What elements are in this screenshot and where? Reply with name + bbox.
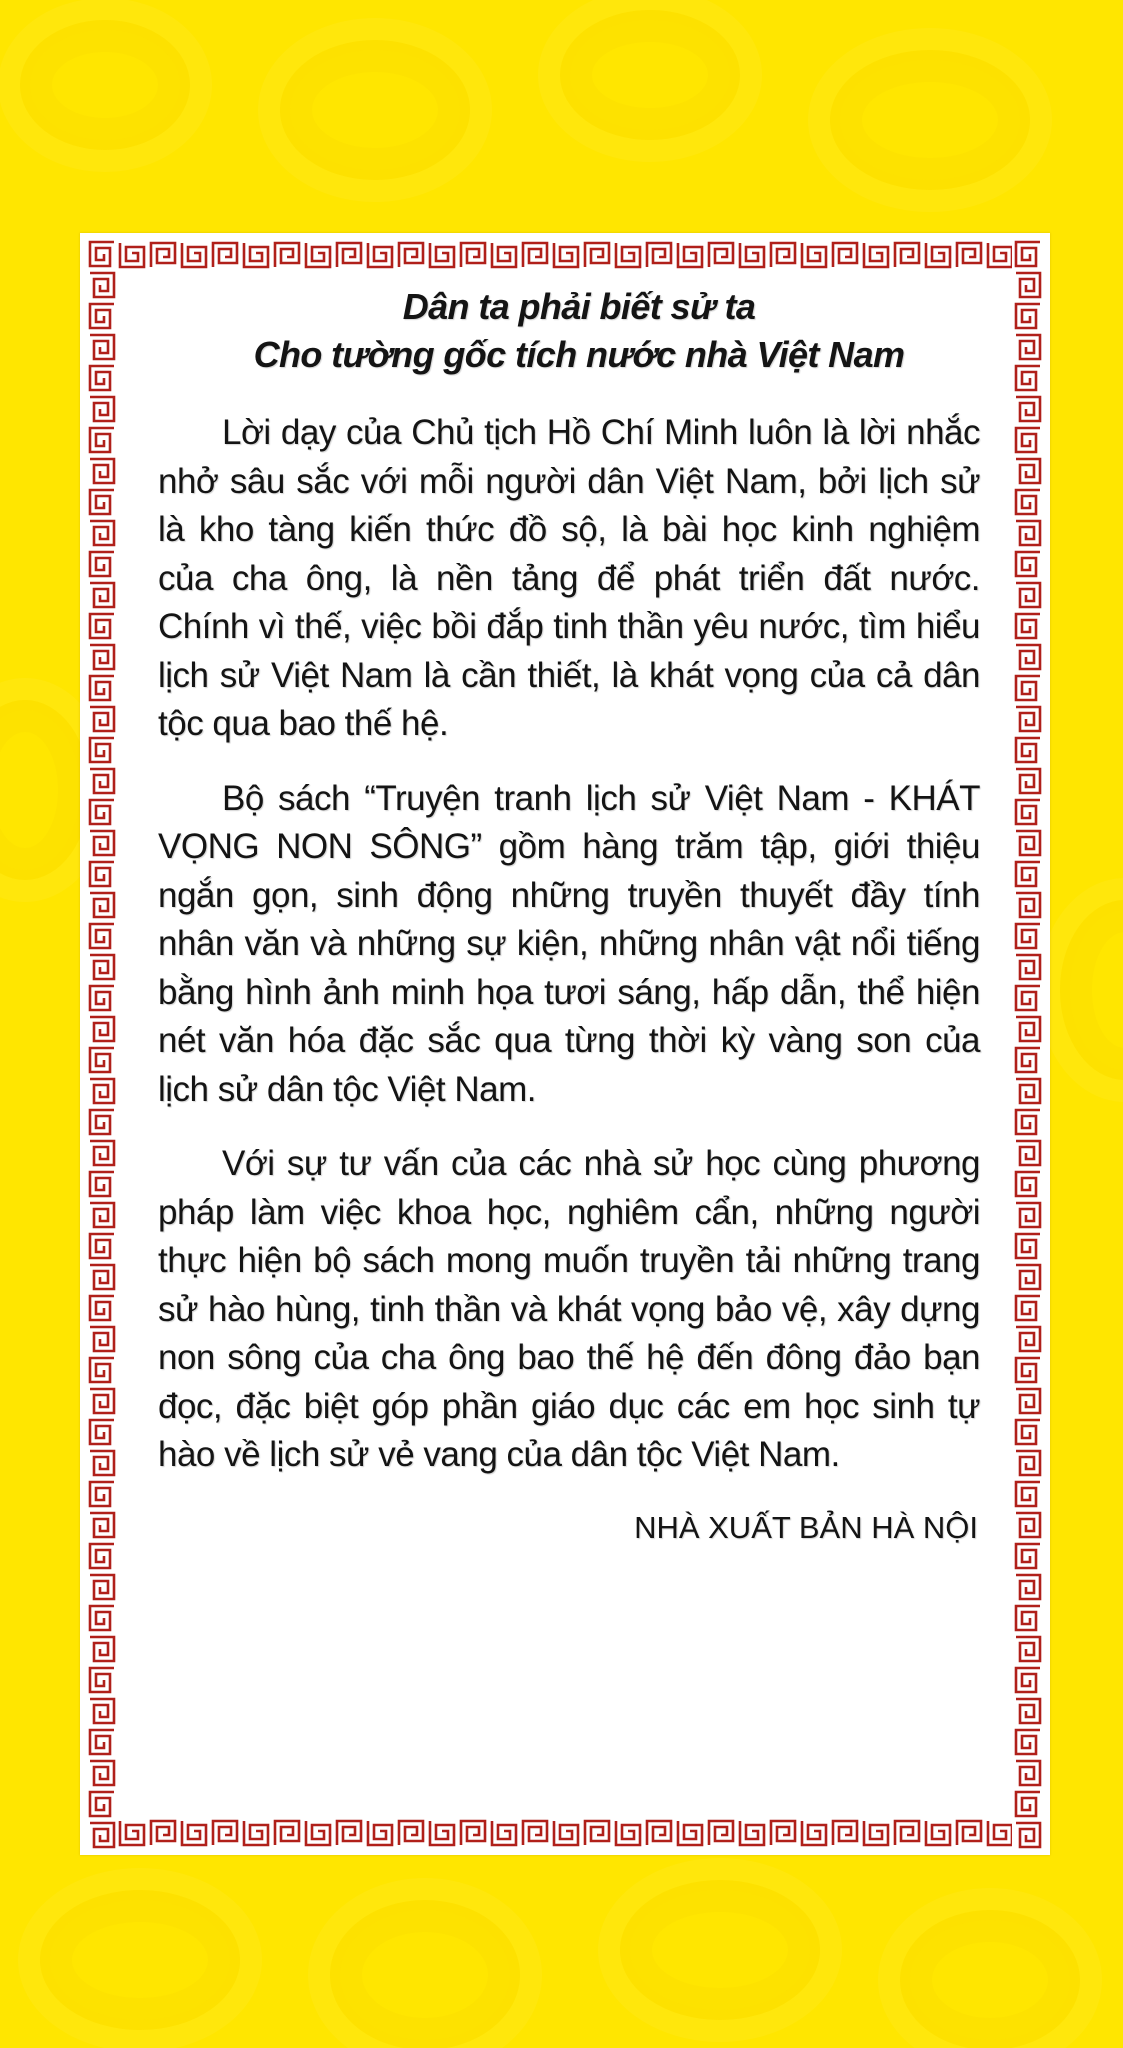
cloud-swirl-icon (20, 20, 190, 150)
cloud-swirl-icon (830, 50, 1030, 190)
greek-key-border-right-icon (1012, 239, 1044, 1849)
cloud-swirl-icon (0, 700, 90, 880)
text-panel (80, 233, 1050, 1855)
cloud-swirl-icon (330, 1900, 520, 2048)
motto-line-2: Cho tường gốc tích nước nhà Việt Nam (253, 334, 905, 375)
cloud-swirl-icon (280, 40, 470, 180)
cloud-swirl-icon (900, 1910, 1080, 2048)
publisher-signature: NHÀ XUẤT BẢN HÀ NỘI (634, 1509, 978, 1545)
motto-line-1: Dân ta phải biết sử ta (402, 286, 756, 327)
greek-key-border-top-icon (86, 239, 1044, 271)
motto-heading (178, 283, 980, 379)
greek-key-border-bottom-icon (86, 1817, 1044, 1849)
paragraph-intro: Lời dạy của Chủ tịch Hồ Chí Minh luôn là lời nhắc nhở sâu sắc với mỗi người dân Việt Nam, bởi lịch sử là kho tàng kiến thức đồ sộ, là bài học kinh nghiệm của cha ông, là nền tảng để phát triển đất nước. Chính vì thế, việc bồi đắp tinh thần yêu nước, tìm hiểu lịch sử Việt Nam là cần thiết, là khát vọng của cả dân tộc qua bao thế hệ. (158, 413, 980, 743)
cloud-swirl-icon (620, 1880, 820, 2020)
cloud-swirl-icon (1060, 900, 1123, 1080)
panel-content (158, 283, 980, 1550)
paragraph-book-series: Bộ sách “Truyện tranh lịch sử Việt Nam - KHÁT VỌNG NON SÔNG” gồm hàng trăm tập, giới thiệu ngắn gọn, sinh động những truyền thuyết đầy tính nhân văn và những sự kiện, những nhân vật nổi tiếng bằng hình ảnh minh họa tươi sáng, hấp dẫn, thể hiện nét văn hóa đặc sắc qua từng thời kỳ vàng son của lịch sử dân tộc Việt Nam. (158, 778, 980, 1109)
cloud-swirl-icon (560, 10, 740, 140)
cloud-swirl-icon (40, 1890, 240, 2030)
greek-key-border-left-icon (86, 239, 118, 1849)
paragraph-purpose: Với sự tư vấn của các nhà sử học cùng phương pháp làm việc khoa học, nghiêm cẩn, những người thực hiện bộ sách mong muốn truyền tải những trang sử hào hùng, tinh thần và khát vọng bảo vệ, xây dựng non sông của cha ông bao thế hệ đến đông đảo bạn đọc, đặc biệt góp phần giáo dục các em học sinh tự hào về lịch sử vẻ vang của dân tộc Việt Nam. (158, 1144, 980, 1474)
